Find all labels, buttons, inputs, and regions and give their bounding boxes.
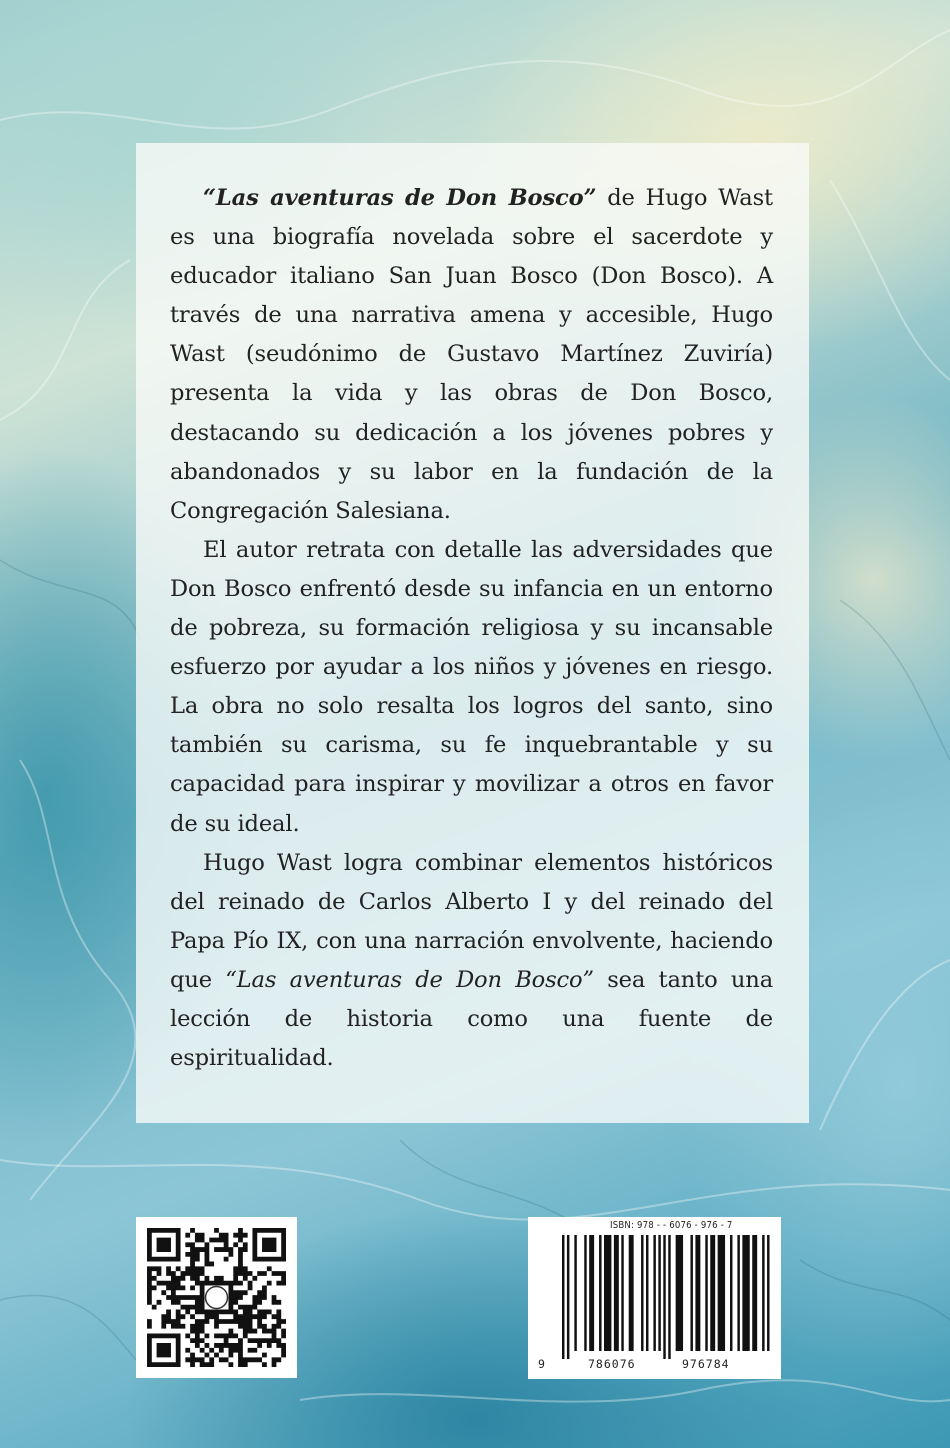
qr-center-logo-icon <box>206 1287 228 1309</box>
book-title-italic: “Las aventuras de Don Bosco” <box>225 966 594 993</box>
barcode-digits-right: 976784 <box>682 1357 730 1371</box>
qr-code <box>136 1217 297 1378</box>
barcode-digit-first: 9 <box>538 1357 546 1371</box>
isbn-label: ISBN: 978 - - 6076 - 976 - 7 <box>610 1220 733 1231</box>
barcode-icon <box>562 1235 772 1359</box>
isbn-barcode <box>528 1217 781 1379</box>
barcode-digits-left: 786076 <box>588 1357 636 1371</box>
book-title-bold: “Las aventuras de Don Bosco” <box>203 185 597 211</box>
barcode-bars <box>562 1235 770 1359</box>
qr-code-icon <box>147 1228 286 1367</box>
synopsis-paragraph-3: Hugo Wast logra combinar elementos históricos del reinado de Carlos Alberto I y del reinado del Papa Pío IX, con una narración envolvente, haciendo que “Las aventuras de Don Bosco” sea tanto una lección de historia como una fuente de espiritualidad. <box>170 849 774 1072</box>
synopsis-paragraph-1: “Las aventuras de Don Bosco” de Hugo Wast es una biografía novelada sobre el sacerdote y educador italiano San Juan Bosco (Don Bosco). A través de una narrativa amena y accesible, Hugo Wast (seudónimo de Gustavo Martínez Zuviría) presenta la vida y las obras de Don Bosco, destacando su dedicación a los jóvenes pobres y abandonados y su labor en la fundación de la Congregación Salesiana. <box>170 185 773 524</box>
synopsis-paragraph-2: El autor retrata con detalle las adversidades que Don Bosco enfrentó desde su infancia en un entorno de pobreza, su formación religiosa y su incansable esfuerzo por ayudar a los niños y jóvenes en riesgo. La obra no solo resalta los logros del santo, sino también su carisma, su fe inquebrantable y su capacidad para inspirar y movilizar a otros en favor de su ideal. <box>170 536 773 837</box>
synopsis-panel <box>136 143 809 1123</box>
